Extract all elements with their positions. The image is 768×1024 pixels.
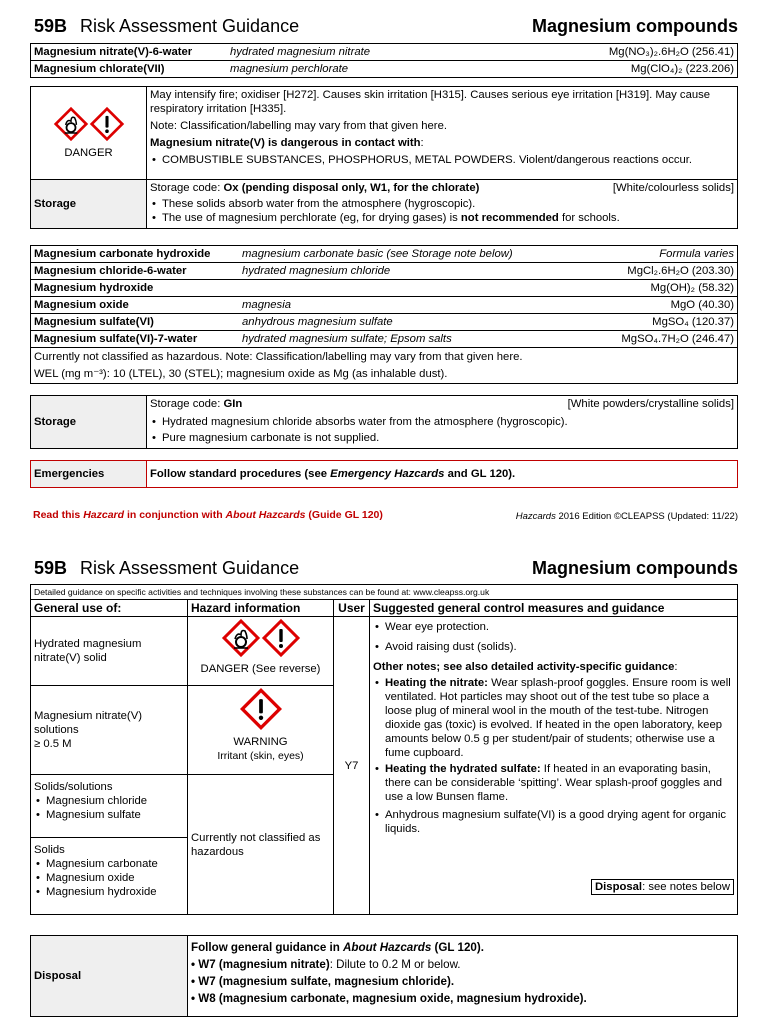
table-row: Magnesium sulfate(VI)-7-water hydrated magnesium sulfate; Epsom salts MgSO₄.7H₂O (246.47) (31, 331, 738, 348)
danger-label: DANGER (64, 147, 113, 159)
page2-code: 59B (34, 558, 68, 578)
note-heating-nitrate: • Heating the nitrate: Wear splash-proof goggles. Ensure room is well ventilated. Hot particles may shoot out of the test tube so place a loose plug of mineral wool in the mouth of the test-tube. Nitrogen dioxide gas (toxic) is evolved. If heated in the open laboratory, keep amounts below 0.5 g per student/pair of students; otherwise use a fume cupboard. (385, 676, 734, 760)
disposal-details: Follow general guidance in About Hazcards (GL 120). • W7 (magnesium nitrate): Dilute to 0.2 M or below. • W7 (magnesium sulfate, magnesium chloride). • W8 (magnesium carbonate, magnesium oxide, magnesium hydroxide). (188, 936, 738, 1017)
use-nitrate-solid: Hydrated magnesium nitrate(V) solid (31, 617, 188, 686)
storage-colour: [White/colourless solids] (612, 182, 734, 194)
storage-item: • These solids absorb water from the atmosphere (hygroscopic). (162, 197, 734, 211)
intro-text: Detailed guidance on specific activities and techniques involving these substances can be found at: www.cleapss.org.uk (31, 585, 738, 600)
substance-name: Magnesium nitrate(V)-6-water (31, 44, 228, 61)
ghs-exclamation-icon (89, 106, 125, 142)
table-row (31, 61, 738, 78)
table-row: Magnesium chloride-6-water hydrated magnesium chloride MgCl₂.6H₂O (203.30) (31, 263, 738, 280)
emergencies-table (30, 460, 738, 488)
table-row: Magnesium hydroxide Mg(OH)₂ (58.32) (31, 280, 738, 297)
emergencies-text: Follow standard procedures (see Emergency Hazcards and GL 120). (147, 461, 738, 488)
storage2-table (30, 395, 738, 449)
substance-formula: Mg(ClO₄)₂ (223.206) (495, 61, 737, 78)
not-classified-text: Currently not classified as hazardous. Note: Classification/labelling may vary from that given here. (34, 351, 523, 363)
page1-title: Risk Assessment Guidance (80, 16, 300, 36)
footer-edition: Hazcards 2016 Edition ©CLEAPSS (Updated: 11/22) (515, 511, 738, 522)
hazard-nitrate-solutions: WARNING Irritant (skin, eyes) (188, 686, 334, 775)
measure-item: • Wear eye protection. (385, 620, 734, 634)
storage2-item: • Hydrated magnesium chloride absorbs water from the atmosphere (hygroscopic). (162, 415, 734, 429)
page1-header (30, 16, 738, 42)
storage-details: Storage code: Ox (pending disposal only, W1, for the chlorate) [White/colourless solids] • These solids absorb water from the atmosphere (hygroscopic). • The use of magnesium perchlorate (eg, for drying gases) is not recommended for schools. (147, 180, 738, 229)
table-row (31, 44, 738, 61)
use-solids: Solids • Magnesium carbonate • Magnesium oxide • Magnesium hydroxide (31, 838, 188, 915)
substance-formula: Mg(NO₃)₂.6H₂O (256.41) (495, 44, 737, 61)
note-heating-sulfate: • Heating the hydrated sulfate: If heated in an evaporating basin, there can be considerable ‘spitting’. Wear splash-proof goggles and use a low Bunsen flame. (385, 762, 734, 804)
hazard-table (30, 86, 738, 229)
substance-alt-name: magnesium perchlorate (227, 61, 495, 78)
guidance-table (30, 584, 738, 915)
disposal-item: • W7 (magnesium nitrate): Dilute to 0.2 M or below. (191, 958, 461, 971)
hazard-not-classified: Currently not classified as hazardous (188, 775, 334, 915)
storage-code: Ox (pending disposal only, W1, for the chlorate) (223, 182, 480, 194)
user-level: Y7 (334, 617, 370, 915)
hazard-pictograms (31, 87, 147, 180)
header-general-use: General use of: (31, 600, 188, 617)
page2-header (30, 558, 738, 584)
hazard-text: May intensify fire; oxidiser [H272]. Causes skin irritation [H315]. Causes serious eye irritation [H319]. May cause respiratory irritation [H335]. (150, 89, 711, 115)
ghs-oxidiser-icon (221, 618, 261, 658)
disposal-item: • W8 (magnesium carbonate, magnesium oxide, magnesium hydroxide). (191, 992, 587, 1005)
ghs-exclamation-icon (239, 687, 283, 731)
table-row: Magnesium carbonate hydroxide magnesium carbonate basic (see Storage note below) Formula varies (31, 246, 738, 263)
contact-item: • COMBUSTIBLE SUBSTANCES, PHOSPHORUS, METAL POWDERS. Violent/dangerous reactions occur. (162, 153, 734, 167)
disposal-item: • W7 (magnesium sulfate, magnesium chloride). (191, 975, 455, 988)
other-notes-heading: Other notes; see also detailed activity-specific guidance: (373, 661, 678, 673)
substance-name: Magnesium chlorate(VII) (31, 61, 228, 78)
wel-text: WEL (mg m⁻³): 10 (LTEL), 30 (STEL); magnesium oxide as Mg (as inhalable dust). (34, 368, 448, 380)
storage2-item: • Pure magnesium carbonate is not supplied. (162, 431, 734, 445)
emergencies-label: Emergencies (31, 461, 147, 488)
disposal-table (30, 935, 738, 1017)
hazard-statements: May intensify fire; oxidiser [H272]. Causes skin irritation [H315]. Causes serious eye irritation [H319]. May cause respiratory irritation [H335]. Note: Classification/labelling may vary from that given here. Magnesium nitrate(V) is dangerous in contact with: • COMBUSTIBLE SUBSTANCES, PHOSPHORUS, METAL POWDERS. Violent/dangerous reactions occur. (147, 87, 738, 180)
use-chloride-sulfate: Solids/solutions • Magnesium chloride • Magnesium sulfate (31, 775, 188, 838)
storage2-colour: [White powders/crystalline solids] (567, 398, 734, 410)
storage2-code: GIn (223, 398, 243, 410)
contact-heading: Magnesium nitrate(V) is dangerous in contact with (150, 137, 421, 149)
page2-right-title: Magnesium compounds (531, 558, 738, 578)
page1-code: 59B (34, 16, 68, 36)
use-nitrate-solutions: Magnesium nitrate(V) solutions ≥ 0.5 M (31, 686, 188, 775)
storage2-details: Storage code: GIn [White powders/crystalline solids] • Hydrated magnesium chloride absorbs water from the atmosphere (hygroscopic). • Pure magnesium carbonate is not supplied. (147, 396, 738, 449)
storage2-label: Storage (31, 396, 147, 449)
disposal-label: Disposal (31, 936, 188, 1017)
header-hazard: Hazard information (188, 600, 334, 617)
table-row: Magnesium oxide magnesia MgO (40.30) (31, 297, 738, 314)
disposal-note: Disposal: see notes below (373, 880, 734, 894)
note-drying-agent: • Anhydrous magnesium sulfate(VI) is a good drying agent for organic liquids. (385, 808, 734, 836)
measures-cell (370, 617, 738, 915)
footer-read-note: Read this Hazcard in conjunction with About Hazcards (Guide GL 120) (33, 509, 383, 521)
other-compounds-table (30, 245, 738, 384)
hazard-nitrate-solid: DANGER (See reverse) (188, 617, 334, 686)
page2-title: Risk Assessment Guidance (80, 558, 300, 578)
table-row: Magnesium sulfate(VI) anhydrous magnesium sulfate MgSO₄ (120.37) (31, 314, 738, 331)
header-user: User (334, 600, 370, 617)
note-text: Note: Classification/labelling may vary from that given here. (150, 120, 447, 132)
storage-item: • The use of magnesium perchlorate (eg, for drying gases) is not recommended for schools. (162, 211, 734, 225)
substance-alt-name: hydrated magnesium nitrate (227, 44, 495, 61)
storage-label: Storage (31, 180, 147, 229)
header-measures: Suggested general control measures and guidance (370, 600, 738, 617)
page1-right-title: Magnesium compounds (531, 16, 738, 36)
measure-item: • Avoid raising dust (solids). (385, 640, 734, 654)
ghs-exclamation-icon (261, 618, 301, 658)
nitrate-table (30, 43, 738, 78)
ghs-oxidiser-icon (53, 106, 89, 142)
